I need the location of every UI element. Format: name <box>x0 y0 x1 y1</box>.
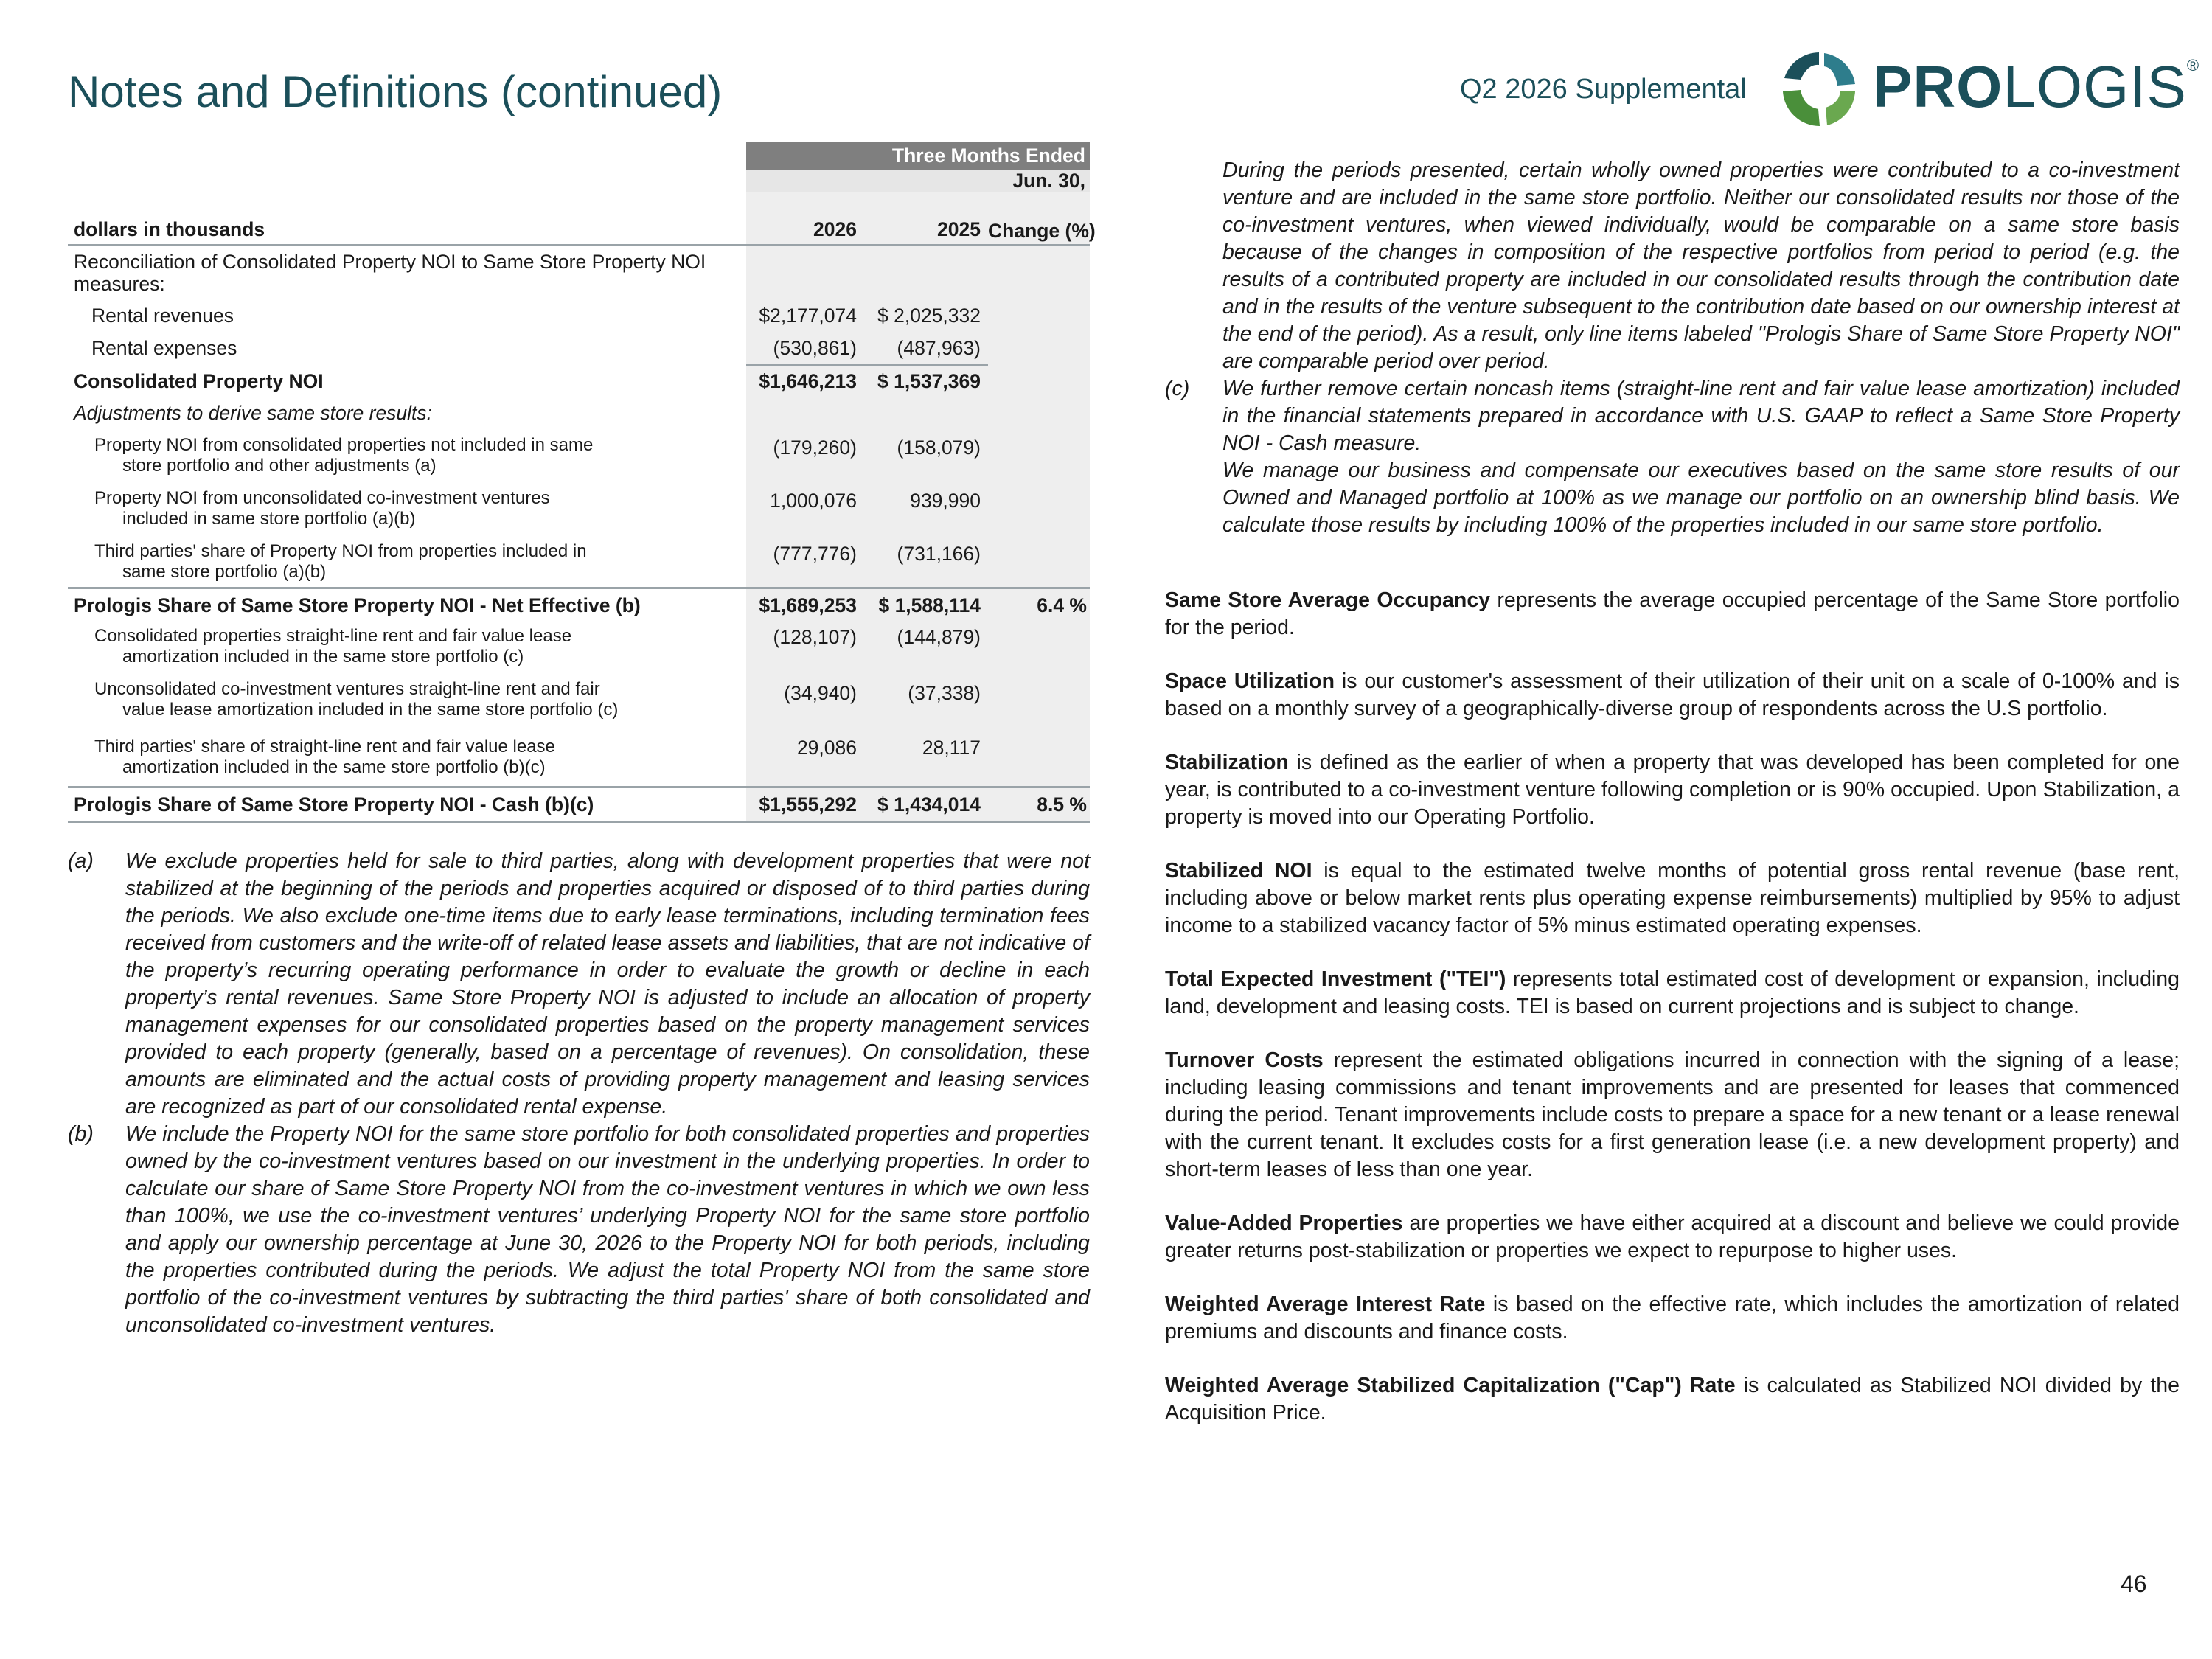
definition-item: Total Expected Investment ("TEI") represents total estimated cost of development or expansion, including land, development and leasing costs. TEI is based on current projections and is subject to change. <box>1165 967 2180 1018</box>
adjustments-heading: Adjustments to derive same store results: <box>74 401 433 424</box>
definition-item: Space Utilization is our customer's assessment of their utilization of their unit on a scale of 0-100% and is based on a monthly survey of a geographically-diverse group of respondents across the U.S portfolio. <box>1165 669 2180 720</box>
table-row: Third parties' share of straight-line rent and fair value lease amortization included in the same store portfolio (b)(c) 29,086 28,117 <box>68 732 1090 787</box>
col-2025-header: 2025 <box>864 192 988 245</box>
recon-heading: Reconciliation of Consolidated Property NOI to Same Store Property NOI measures: <box>74 250 706 295</box>
table-row: Rental revenues $2,177,074 $ 2,025,332 <box>68 299 1090 332</box>
page-number: 46 <box>2121 1571 2147 1597</box>
footnote-c: (c) We further remove certain noncash items (straight-line rent and fair value lease amortization) included in the financial statements prepared in accordance with U.S. GAAP to reflect a Same Store Property NOI - Cash measure. <box>1165 377 2180 455</box>
page-title: Notes and Definitions (continued) <box>68 67 723 116</box>
footnote-b: (b) We include the Property NOI for the same store portfolio for both consolidated properties and properties owned by the co-investment ventures based on our investment in the underlying properties. In order to calculate our share of Same Store Property NOI from the co-investment ventures in which we own less than 100%, we use the co-investment ventures’ underlying Property NOI for the same store portfolio and apply our ownership percentage at June 30, 2026 to the Property NOI for both periods, including the properties contributed during the periods. We adjust the total Property NOI from the same store portfolio of the co-investment ventures by subtracting the third parties' share of both consolidated and unconsolidated co-investment ventures. <box>68 1122 1090 1337</box>
footnotes-right <box>1165 157 2180 539</box>
table-row: Rental expenses (530,861) (487,963) <box>68 332 1090 366</box>
globe-logo-icon <box>1778 49 1860 130</box>
footnote-c-continued: We manage our business and compensate our executives based on the same store results of our Owned and Managed portfolio at 100% as we manage our portfolio on an ownership blind basis. We calculate those results by including 100% of the properties included in our same store portfolio. <box>1222 459 2180 537</box>
definition-item: Value-Added Properties are properties we have either acquired at a discount and believe we could provide greater returns post-stabilization or properties we expect to repurpose to higher uses. <box>1165 1211 2180 1262</box>
table-row: Property NOI from consolidated properties not included in same store portfolio and other adjustments (a) (179,260) (158,079) <box>68 429 1090 482</box>
period-header: Three Months Ended <box>746 142 1090 170</box>
definition-item: Stabilized NOI is equal to the estimated twelve months of potential gross rental revenue (base rent, including above or below market rents plus operating expense reimbursements) multiplied by 95% to adjust income to a stabilized vacancy factor of 5% minus estimated operating expenses. <box>1165 859 2180 937</box>
definition-item: Stabilization is defined as the earlier of when a property that was developed has been completed for one year, is contributed to a co-investment venture following completion or is 90% occupied. Upon Stabilization, a property is moved into our Operating Portfolio. <box>1165 751 2180 829</box>
definition-item: Weighted Average Stabilized Capitalization ("Cap") Rate is calculated as Stabilized NOI divided by the Acquisition Price. <box>1165 1374 2180 1425</box>
logo-wordmark: PROLOGIS® <box>1873 54 2200 119</box>
same-store-noi-table <box>68 142 1096 823</box>
table-row: Prologis Share of Same Store Property NOI - Net Effective (b) $1,689,253 $ 1,588,114 6.4 % <box>68 588 1090 622</box>
definition-item: Turnover Costs represent the estimated obligations incurred in connection with the signing of a lease; including leasing commissions and tenant improvements and are presented for leases that commenced during the period. Tenant improvements include costs to prepare a space for a new tenant or a lease renewal with the current tenant. It excludes costs for a first generation lease (i.e. a new development property) and short-term leases of less than one year. <box>1165 1048 2180 1181</box>
table-row: Third parties' share of Property NOI from properties included in same store portfolio (a)(b) (777,776) (731,166) <box>68 535 1090 588</box>
footnote-b-continued: During the periods presented, certain wholly owned properties were contributed to a co-investment venture and are included in the same store portfolio. Neither our consolidated results nor those of the co-investment ventures, when viewed individually, would be comparable on a same store basis because of the changes in composition of the respective portfolios from period to period (e.g. the results of a contributed property are included in our consolidated results through the contribution date and in the results of the venture subsequent to the contribution date based on our ownership interest at the end of the period). As a result, only line items labeled "Prologis Share of Same Store Property NOI" are comparable period over period. <box>1222 159 2180 373</box>
footnote-a: (a) We exclude properties held for sale to third parties, along with development properties that were not stabilized at the beginning of the periods and properties acquired or disposed of to third parties during the periods. We also exclude one-time items due to early lease terminations, including termination fees received from customers and the write-off of related lease assets and liabilities, that are not indicative of the property’s recurring operating performance in order to evaluate the growth or decline in each property’s rental revenues. Same Store Property NOI is adjusted to include an allocation of property management expenses for our consolidated properties based on the property management services provided to each property (generally, based on a percentage of revenues). On consolidation, these amounts are eliminated and the actual costs of providing property management and leasing services are recognized as part of our consolidated rental expense. <box>68 849 1090 1119</box>
table-row: Prologis Share of Same Store Property NOI - Cash (b)(c) $1,555,292 $ 1,434,014 8.5 % <box>68 787 1090 821</box>
footnotes-left <box>68 848 1090 1339</box>
table-row: Consolidated properties straight-line rent and fair value lease amortization included in the same store portfolio (c) (128,107) (144,879) <box>68 622 1090 675</box>
table-row: Property NOI from unconsolidated co-investment ventures included in same store portfolio (a)(b) 1,000,076 939,990 <box>68 482 1090 535</box>
period-subheader: Jun. 30, <box>746 170 1090 192</box>
supplemental-label: Q2 2026 Supplemental <box>1460 74 1747 105</box>
definition-item: Same Store Average Occupancy represents the average occupied percentage of the Same Store portfolio for the period. <box>1165 588 2180 639</box>
table-row: Unconsolidated co-investment ventures straight-line rent and fair value lease amortization included in the same store portfolio (c) (34,940) (37,338) <box>68 675 1090 732</box>
units-label: dollars in thousands <box>74 218 265 240</box>
col-2026-header: 2026 <box>746 192 864 245</box>
prologis-logo <box>1778 46 2200 133</box>
definitions-list <box>1165 587 2180 1453</box>
table-row: Consolidated Property NOI $1,646,213 $ 1,537,369 <box>68 366 1090 397</box>
col-change-header: Change (%) <box>988 192 1090 245</box>
definition-item: Weighted Average Interest Rate is based on the effective rate, which includes the amortization of related premiums and discounts and finance costs. <box>1165 1293 2180 1343</box>
